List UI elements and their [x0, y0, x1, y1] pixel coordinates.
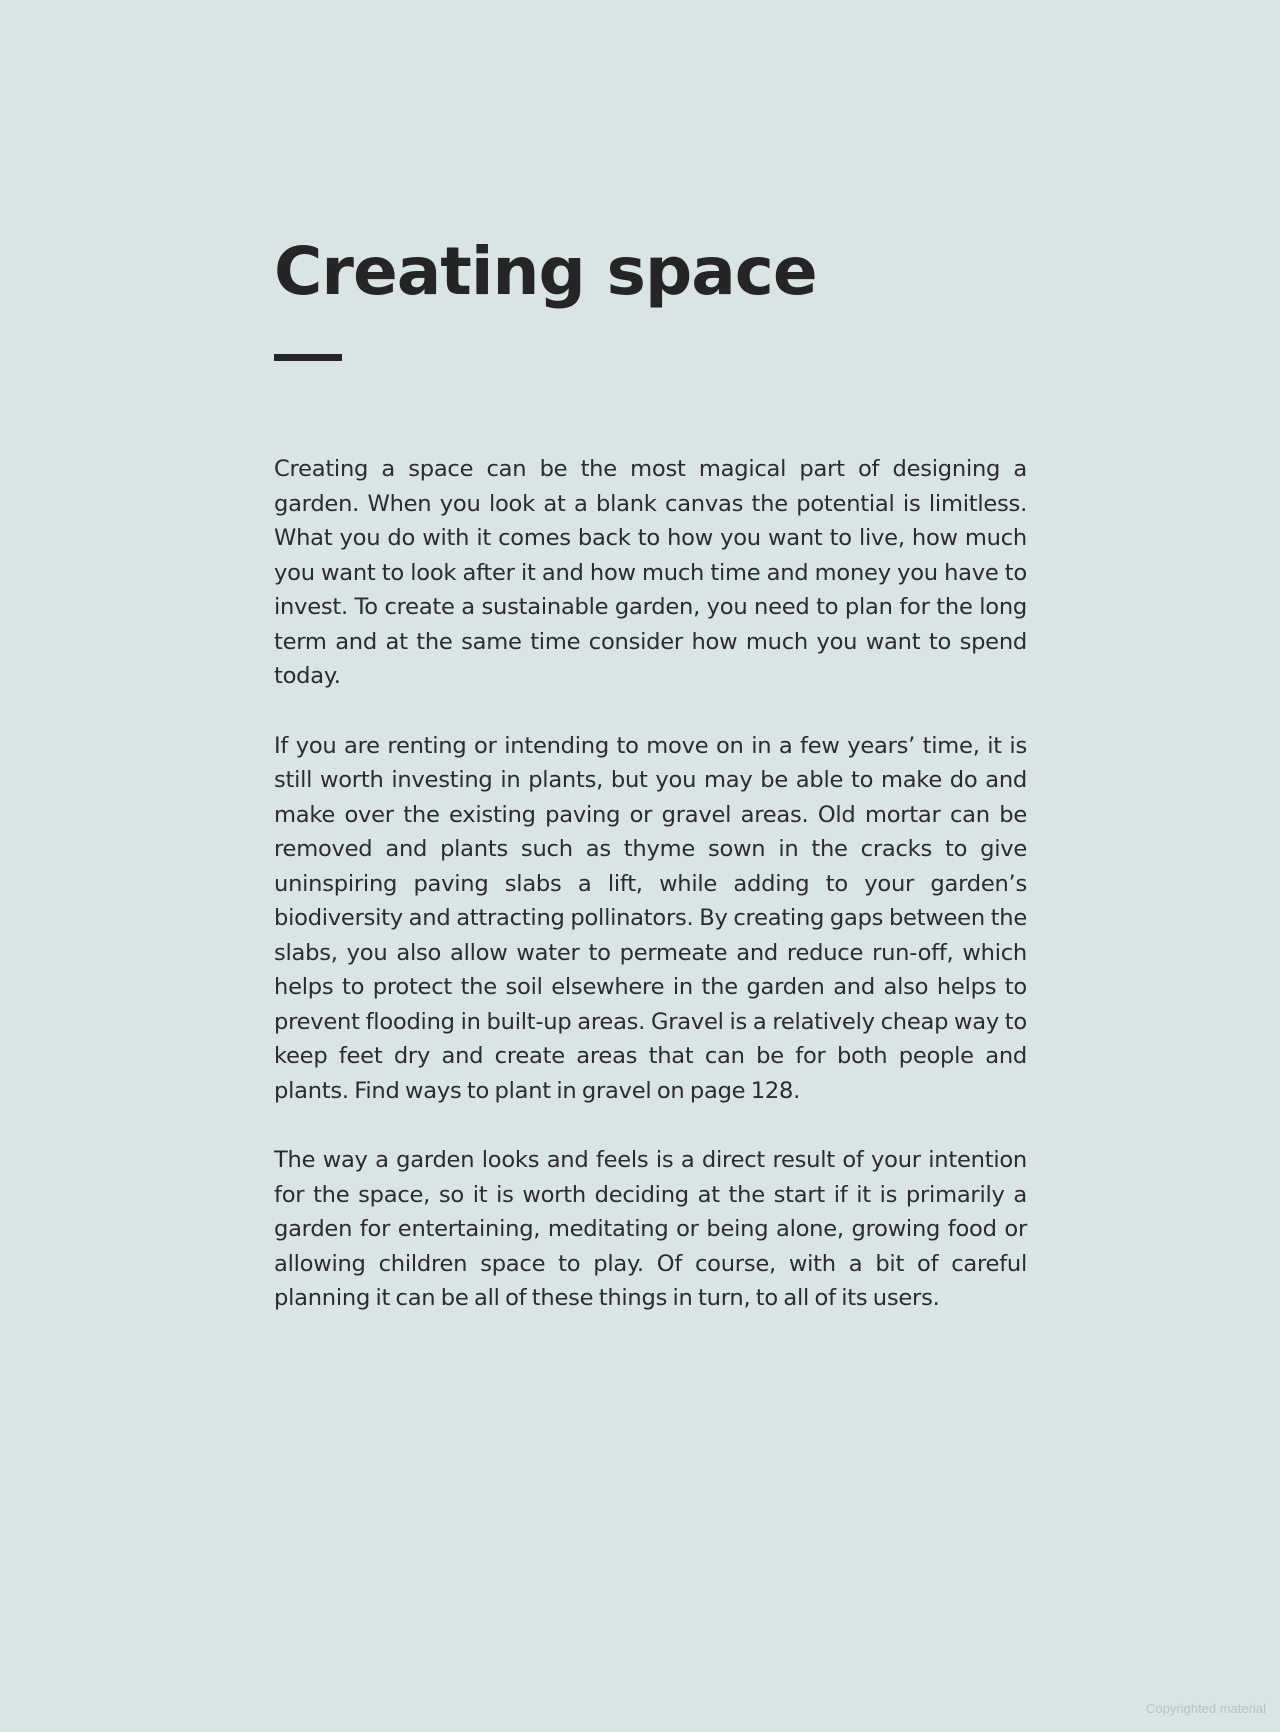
paragraph-1: Creating a space can be the most magical part of designing a garden. When you look at a blank canvas the potential is limitless. What you do with it comes back to how you want to live, how much you want to look after it and how much time and money you have to invest. To create a sustainable garden, you need to plan for the long term and at the same time consider how much you want to spend today.	[274, 456, 1027, 689]
copyright-watermark: Copyrighted material	[1146, 1701, 1266, 1716]
title-underline-rule	[274, 354, 342, 361]
paragraph-2: If you are renting or intending to move on in a few years’ time, it is still worth investing in plants, but you may be able to make do and make over the existing paving or gravel areas. Old mortar can be removed and plants such as thyme sown in the cracks to give uninspiring paving slabs a lift, while adding to your garden’s biodiversity and attracting pollinators. By creating gaps between the slabs, you also allow water to permeate and reduce run-off, which helps to protect the soil elsewhere in the garden and also helps to prevent flooding in built-up areas. Gravel is a relatively cheap way to keep feet dry and create areas that can be for both people and plants. Find ways to plant in gravel on page 128.	[274, 732, 1027, 1104]
paragraph-3: The way a garden looks and feels is a direct result of your intention for the space, so it is worth deciding at the start if it is primarily a garden for entertaining, meditating or being alone, growing food or allowing children space to play. Of course, with a bit of careful planning it can be all of these things in turn, to all of its users.	[274, 1147, 1027, 1311]
page-title: Creating space	[274, 233, 817, 310]
body-text	[274, 452, 1027, 1351]
